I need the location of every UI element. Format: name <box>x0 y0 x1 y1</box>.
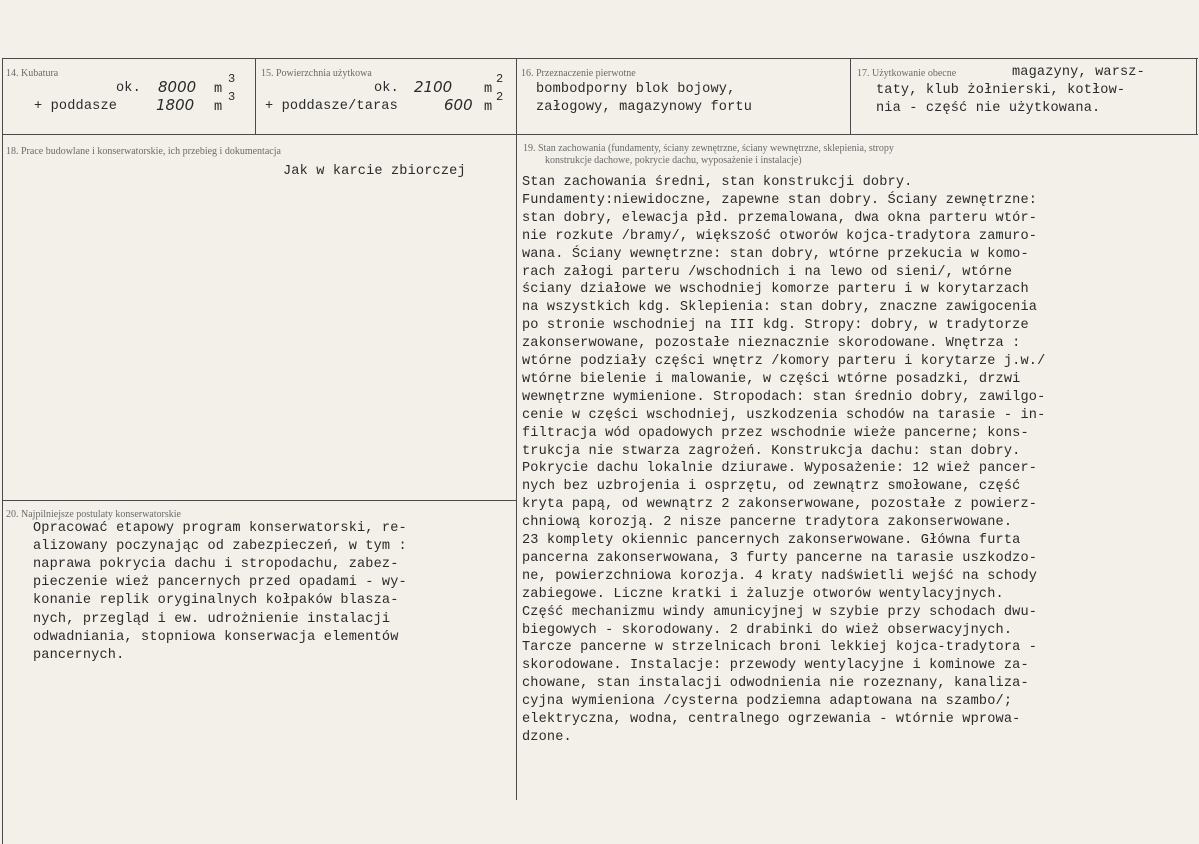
field-19-line: ściany działowe we wschodniej komorze parteru i w korytarzach <box>522 282 1029 298</box>
field-15-exp2: 2 <box>496 90 504 104</box>
field-15-label: 15. Powierzchnia użytkowa <box>261 68 372 79</box>
field-19-line: skorodowane. Instalacje: przewody wentylacyjne i kominowe za- <box>522 658 1029 674</box>
field-19-line: nych bez uzbrojenia i osprzętu, od zewnątrz smołowane, część <box>522 479 1021 495</box>
field-20-line: naprawa pokrycia dachu i stropodachu, zabez- <box>33 557 399 573</box>
field-19-line: elektryczna, wodna, centralnego ogrzewania - wtórnie wprowa- <box>522 712 1021 727</box>
field-19-line: wewnętrzne wymienione. Stropodach: stan średnio dobry, zawilgo- <box>522 389 1046 405</box>
field-14-value1: 8000 <box>158 78 197 96</box>
field-15-exp1: 2 <box>496 72 504 86</box>
top-border <box>2 58 1198 59</box>
field-19-line: Fundamenty:niewidoczne, zapewne stan dobry. Ściany zewnętrzne: <box>522 192 1038 208</box>
field-15-value1: 2100 <box>414 78 453 96</box>
right-border <box>1196 58 1197 134</box>
field-19-line: po stronie wschodniej na III kdg. Stropy: dobry, w tradytorze <box>522 318 1029 334</box>
field-14-label: 14. Kubatura <box>6 68 59 79</box>
field-19-line: Część mechanizmu windy amunicyjnej w szybie przy schodach dwu- <box>522 604 1038 620</box>
field-19-line: nie rozkute /bramy/, większość otworów kojca-tradytora zamuro- <box>522 228 1038 244</box>
field-17-line: nia - część nie użytkowana. <box>876 101 1101 116</box>
field-19-line: wtórne bielenie i malowanie, w części wtórne posadzki, drzwi <box>522 371 1021 387</box>
field-19-line: na wszystkich kdg. Sklepienia: stan dobry, znaczne zawigocenia <box>522 300 1038 316</box>
field-18-text: Jak w karcie zbiorczej <box>283 164 466 179</box>
field-19-line: wana. Ściany wewnętrzne: stan dobry, wtórne przekucia w komo- <box>522 246 1029 262</box>
field-19-line: Pokrycie dachu lokalnie dziurawe. Wyposażenie: 12 wież pancer- <box>522 461 1038 477</box>
field-19-line: biegowych - skorodowany. 2 drabinki do wież obserwacyjnych. <box>522 622 1013 638</box>
field-20-line: pieczenie wież pancernych przed opadami - wy- <box>33 575 407 591</box>
field-14-unit1: m <box>214 82 223 97</box>
field-14-value2: 1800 <box>156 96 195 114</box>
field-19-line: zakonserwowane, pozostałe nieznacznie skorodowane. Wnętrza : <box>522 336 1021 352</box>
field-19-line: Stan zachowania średni, stan konstrukcji dobry. <box>522 175 913 190</box>
field-19-line: kryta papą, od wewnątrz 2 zakonserwowane, pozostałe z powierz- <box>522 497 1038 513</box>
field-17-label: 17. Użytkowanie obecne <box>857 68 957 79</box>
field-20-line: alizowany poczynając od zabezpieczeń, w tym : <box>33 539 407 555</box>
field-15-prefix2: + poddasze/taras <box>265 99 398 114</box>
field-14-exp1: 3 <box>228 72 236 86</box>
divider-14-15 <box>255 58 256 134</box>
field-19-line: trukcja nie stwarza zagrożeń. Konstrukcja dachu: stan dobry. <box>522 443 1021 459</box>
left-border <box>2 58 3 844</box>
field-15-prefix1: ok. <box>374 81 399 96</box>
field-18-label: 18. Prace budowlane i konserwatorskie, ich przebieg i dokumentacja <box>6 146 281 157</box>
field-19-line: dzone. <box>522 729 572 745</box>
field-20-line: nych, przegląd i ew. udrożnienie instalacji <box>33 611 391 627</box>
field-20-label: 20. Najpilniejsze postulaty konserwatorskie <box>6 509 181 520</box>
field-19-line: pancerna zakonserwowana, 3 furty pancerne na tarasie uszkodzo- <box>522 550 1038 566</box>
field-16-line: załogowy, magazynowy fortu <box>536 100 752 115</box>
field-19-line: cenie w części wschodniej, uszkodzenia schodów na tarasie - in- <box>522 407 1046 423</box>
field-19-line: ne, powierzchniowa korozja. 4 kraty nadświetli wejść na schody <box>522 568 1038 584</box>
field-19-line: 23 komplety okiennic pancernych zakonserwowane. Główna furta <box>522 533 1021 548</box>
field-16-label: 16. Przeznaczenie pierwotne <box>521 68 636 79</box>
field-14-unit2: m <box>214 100 223 115</box>
field-20-line: odwadniania, stopniowa konserwacja elementów <box>33 629 399 645</box>
field-19-line: chowane, stan instalacji odwodnienia nie rozeznany, kanaliza- <box>522 676 1029 692</box>
divider-main <box>516 58 517 800</box>
divider-16-17 <box>850 58 851 134</box>
field-19-line: filtracja wód opadowych przez wschodnie wieże pancerne; kons- <box>522 425 1029 441</box>
field-20-line: Opracować etapowy program konserwatorski, re- <box>33 521 407 536</box>
field-20-line: konanie replik oryginalnych kołpaków blasza- <box>33 593 399 609</box>
field-15-unit2: m <box>484 100 493 115</box>
field-15-value2: 600 <box>444 96 473 114</box>
field-14-prefix2: + poddasze <box>34 99 118 114</box>
section-divider-left <box>2 500 516 501</box>
field-19-line: Tarcze pancerne w strzelnicach broni lekkiej kojca-tradytora - <box>522 640 1038 656</box>
field-19-line: cyjna wymieniona /cysterna podziemna adaptowana na szambo/; <box>522 694 1013 710</box>
field-20-line: pancernych. <box>33 647 125 663</box>
field-14-prefix1: ok. <box>116 81 141 96</box>
field-14-exp2: 3 <box>228 90 236 104</box>
row-divider <box>2 134 1198 135</box>
field-19-line: stan dobry, elewacja płd. przemalowana, dwa okna parteru wtór- <box>522 210 1038 226</box>
field-19-label: konstrukcje dachowe, pokrycie dachu, wyposażenie i instalacje) <box>545 155 802 166</box>
field-19-line: wtórne podziały części wnętrz /komory parteru i korytarze j.w./ <box>522 354 1046 369</box>
field-17-line: taty, klub żołnierski, kotłow- <box>876 83 1126 98</box>
field-17-line1: magazyny, warsz- <box>1012 65 1145 80</box>
field-19-line: chniową korozją. 2 nisze pancerne tradytora zakonserwowane. <box>522 515 1013 531</box>
field-15-unit1: m <box>484 82 493 97</box>
field-19-line: zabiegowe. Liczne kratki i żaluzje otworów wentylacyjnych. <box>522 586 1004 602</box>
field-16-line: bombodporny blok bojowy, <box>536 82 736 97</box>
field-19-line: rach załogi parteru /wschodnich i na lewo od sieni/, wtórne <box>522 264 1013 280</box>
field-19-label: 19. Stan zachowania (fundamenty, ściany zewnętrzne, ściany wewnętrzne, sklepienia, stropy <box>523 143 894 154</box>
